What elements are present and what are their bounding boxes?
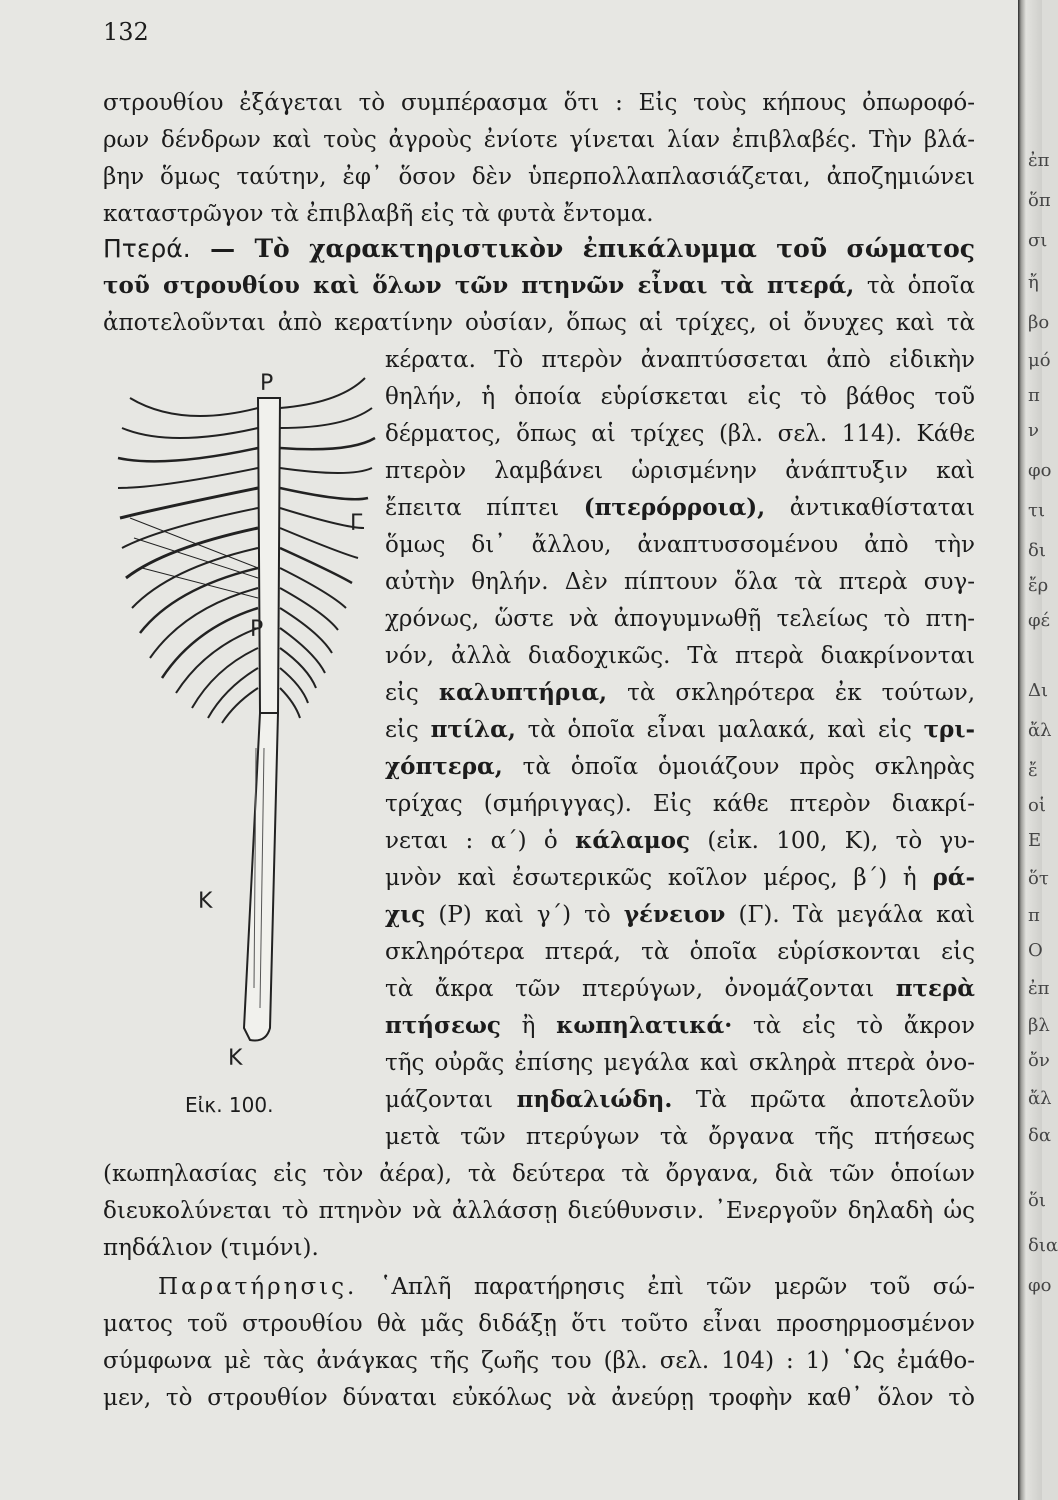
text-span: τὰ ὁποῖα ὁμοιάζουν πρὸς σκληρὰς — [522, 754, 976, 780]
text-line: βην ὅμως ταύτην, ἐφ᾽ ὅσον δὲν ὑπερπολλαπλασιάζεται, ἀποζημιώνει — [103, 164, 975, 190]
bleed-text: Ο — [1028, 940, 1043, 961]
bold-term: χις — [385, 901, 426, 928]
text-line: αὐτὴν θηλήν. Δὲν πίπτουν ὅλα τὰ πτερὰ συγ- — [385, 569, 975, 595]
text-line — [385, 715, 975, 745]
bold-term: (πτερόρροια), — [583, 494, 766, 521]
feather-vane-left — [118, 398, 258, 723]
text-span: τὰ ὁποῖα εἶναι μαλακά, καὶ εἰς — [527, 717, 912, 743]
bold-term: κάλαμος — [575, 827, 691, 854]
text-span: (Γ). Τὰ μεγάλα καὶ — [738, 902, 976, 928]
label-k-mid: Κ — [198, 889, 213, 914]
bleed-text: Ε — [1028, 830, 1042, 851]
text-line — [385, 493, 975, 523]
text-line: σύμφωνα μὲ τὰς ἀνάγκας τῆς ζωῆς του (βλ. σελ. 104) : 1) ῾Ως ἐμάθο- — [103, 1348, 975, 1374]
text-span: μνὸν καὶ ἐσωτερικῶς κοῖλον μέρος, β΄) ἡ — [385, 865, 917, 891]
text-span: (εἰκ. 100, Κ), τὸ γυ- — [707, 828, 975, 854]
text-line: τῆς οὐρᾶς ἐπίσης μεγάλα καὶ σκληρὰ πτερὰ ὀνο- — [385, 1050, 975, 1076]
text-span: τὰ ὁποῖα — [866, 273, 975, 299]
bleed-text: μό — [1028, 350, 1051, 371]
text-line — [385, 826, 975, 856]
text-line: καταστρῶγον τὰ ἐπιβλαβῆ εἰς τὰ φυτὰ ἔντομα. — [103, 201, 654, 227]
bold-term: κωπηλατικά· — [556, 1012, 733, 1039]
feather-rachis — [258, 398, 280, 713]
section-heading-word: Πτερά. — [103, 234, 191, 263]
page-number: 132 — [103, 18, 149, 46]
text-line: χρόνως, ὥστε νὰ ἀπογυμνωθῇ τελείως τὸ πτη- — [385, 606, 975, 632]
bleed-text: ὅι — [1028, 1190, 1046, 1211]
bold-term: γένειον — [623, 901, 726, 928]
text-span: μάζονται — [385, 1087, 494, 1113]
section-heading-line — [103, 234, 975, 264]
text-line: διευκολύνεται τὸ πτηνὸν νὰ ἀλλάσσῃ διεύθυνσιν. ᾿Ενεργοῦν δηλαδὴ ὡς — [103, 1198, 975, 1224]
bleed-text: φέ — [1028, 610, 1050, 631]
bleed-text: ἐπ — [1028, 150, 1050, 171]
feather-calamus — [244, 713, 278, 1041]
bleed-text: ἔ — [1028, 760, 1038, 781]
text-line — [385, 1011, 975, 1041]
text-span: νεται : α΄) ὁ — [385, 828, 558, 854]
bleed-text: βο — [1028, 312, 1050, 333]
bold-term: ρά- — [932, 864, 975, 891]
bleed-text: ἔρ — [1028, 575, 1049, 596]
label-p-top: Ρ — [260, 371, 274, 396]
bleed-text: ἄλ — [1028, 720, 1052, 741]
bold-term: πτερὰ — [895, 975, 975, 1002]
text-span: ἔπειτα πίπτει — [385, 495, 560, 521]
text-line: ρων δένδρων καὶ τοὺς ἀγροὺς ἐνίοτε γίνεται λίαν ἐπιβλαβές. Τὴν βλά- — [103, 127, 975, 153]
bleed-text: δι — [1028, 540, 1046, 561]
text-line: ὅμως δι᾽ ἄλλου, ἀναπτυσσομένου ἀπὸ τὴν — [385, 532, 975, 558]
label-p-mid: Ρ — [250, 617, 264, 642]
text-line — [385, 900, 975, 930]
text-line: νόν, ἀλλὰ διαδοχικῶς. Τὰ πτερὰ διακρίνονται — [385, 643, 975, 669]
text-span: τὰ ἄκρα τῶν πτερύγων, ὀνομάζονται — [385, 976, 875, 1002]
text-line: σκληρότερα πτερά, τὰ ὁποῖα εὑρίσκονται εἰς — [385, 939, 975, 965]
bleed-text: οἱ — [1028, 795, 1046, 816]
text-line: θηλήν, ἡ ὁποία εὑρίσκεται εἰς τὸ βάθος τοῦ — [385, 384, 975, 410]
text-line: δέρματος, ὅπως αἱ τρίχες (βλ. σελ. 114). Κάθε — [385, 421, 975, 447]
bleed-text: ἐπ — [1028, 978, 1050, 999]
bleed-text: Δι — [1028, 680, 1049, 701]
bleed-text: φο — [1028, 1275, 1052, 1296]
bleed-text: π — [1028, 385, 1040, 406]
bleed-text: π — [1028, 905, 1040, 926]
bleed-text: ὅπ — [1028, 190, 1051, 211]
text-line: μεν, τὸ στρουθίον δύναται εὐκόλως νὰ ἀνεύρῃ τροφὴν καθ᾽ ὅλον τὸ — [103, 1385, 975, 1411]
text-span: Τὰ πρῶτα ἀποτελοῦν — [695, 1087, 975, 1113]
figure-caption: Εἰκ. 100. — [185, 1093, 274, 1117]
feather-vane-right — [280, 378, 375, 718]
text-line — [385, 1085, 975, 1115]
text-line: στρουθίου ἐξάγεται τὸ συμπέρασμα ὅτι : Εἰς τοὺς κήπους ὀπωροφό- — [103, 90, 975, 116]
label-k-bottom: Κ — [228, 1046, 243, 1071]
bold-term: πηδαλιώδη. — [516, 1086, 673, 1113]
text-span: ῾Απλῆ παρατήρησις ἐπὶ τῶν μερῶν τοῦ σώ- — [379, 1274, 975, 1300]
text-line: (κωπηλασίας εἰς τὸν ἀέρα), τὰ δεύτερα τὰ ὄργανα, διὰ τῶν ὁποίων — [103, 1161, 975, 1187]
bleed-text: ἤ — [1028, 272, 1039, 293]
text-line: ἀποτελοῦνται ἀπὸ κερατίνην οὐσίαν, ὅπως αἱ τρίχες, οἱ ὄνυχες καὶ τὰ — [103, 310, 975, 336]
bleed-text: δια — [1028, 1235, 1058, 1256]
text-span: ἀντικαθίσταται — [789, 495, 976, 521]
text-span: ἢ — [521, 1013, 536, 1039]
bold-term: χόπτερα, — [385, 753, 503, 780]
bold-term: καλυπτήρια, — [438, 679, 608, 706]
text-span: εἰς — [385, 680, 419, 706]
text-line — [385, 752, 975, 782]
text-line — [158, 1272, 975, 1302]
bleed-text: ὅτ — [1028, 868, 1049, 889]
text-line: πτερὸν λαμβάνει ὡρισμένην ἀνάπτυξιν καὶ — [385, 458, 975, 484]
facing-page-edge — [1018, 0, 1058, 1500]
bold-term: τρι- — [923, 716, 976, 743]
text-span: τὰ σκληρότερα ἐκ τούτων, — [627, 680, 976, 706]
bold-phrase: τοῦ στρουθίου καὶ ὅλων τῶν πτηνῶν εἶναι τὰ πτερά, — [103, 272, 855, 299]
bleed-text: ὄν — [1028, 1050, 1050, 1071]
text-line: ματος τοῦ στρουθίου θὰ μᾶς διδάξῃ ὅτι τοῦτο εἶναι προσηρμοσμένον — [103, 1311, 975, 1337]
bleed-text: ἄλ — [1028, 1088, 1052, 1109]
text-line: τρίχας (σμήριγγας). Εἰς κάθε πτερὸν διακρί- — [385, 791, 975, 817]
remark-label: Παρατήρησις. — [158, 1274, 358, 1300]
bleed-text: σι — [1028, 230, 1048, 251]
text-span: εἰς — [385, 717, 419, 743]
text-line — [385, 678, 975, 708]
text-line — [385, 974, 975, 1004]
text-span: (Ρ) καὶ γ΄) τὸ — [438, 902, 611, 928]
label-gamma: Γ — [350, 511, 363, 536]
bleed-text: βλ — [1028, 1015, 1050, 1036]
text-line — [103, 271, 975, 301]
text-line: μετὰ τῶν πτερύγων τὰ ὄργανα τῆς πτήσεως — [385, 1124, 975, 1150]
text-span: τὰ εἰς τὸ ἄκρον — [752, 1013, 976, 1039]
bleed-text: τι — [1028, 500, 1046, 521]
bleed-text: φο — [1028, 460, 1052, 481]
text-line — [385, 863, 975, 893]
section-heading-text: — Τὸ χαρακτηριστικὸν ἐπικάλυμμα τοῦ σώματος — [210, 234, 975, 263]
bold-term: πτήσεως — [385, 1012, 501, 1039]
bold-term: πτίλα, — [430, 716, 516, 743]
bleed-text: δα — [1028, 1125, 1051, 1146]
bleed-text: ν — [1028, 420, 1039, 441]
text-line: πηδάλιον (τιμόνι). — [103, 1235, 319, 1261]
text-line: κέρατα. Τὸ πτερὸν ἀναπτύσσεται ἀπὸ εἰδικὴν — [385, 347, 975, 373]
feather-illustration — [110, 368, 380, 1078]
